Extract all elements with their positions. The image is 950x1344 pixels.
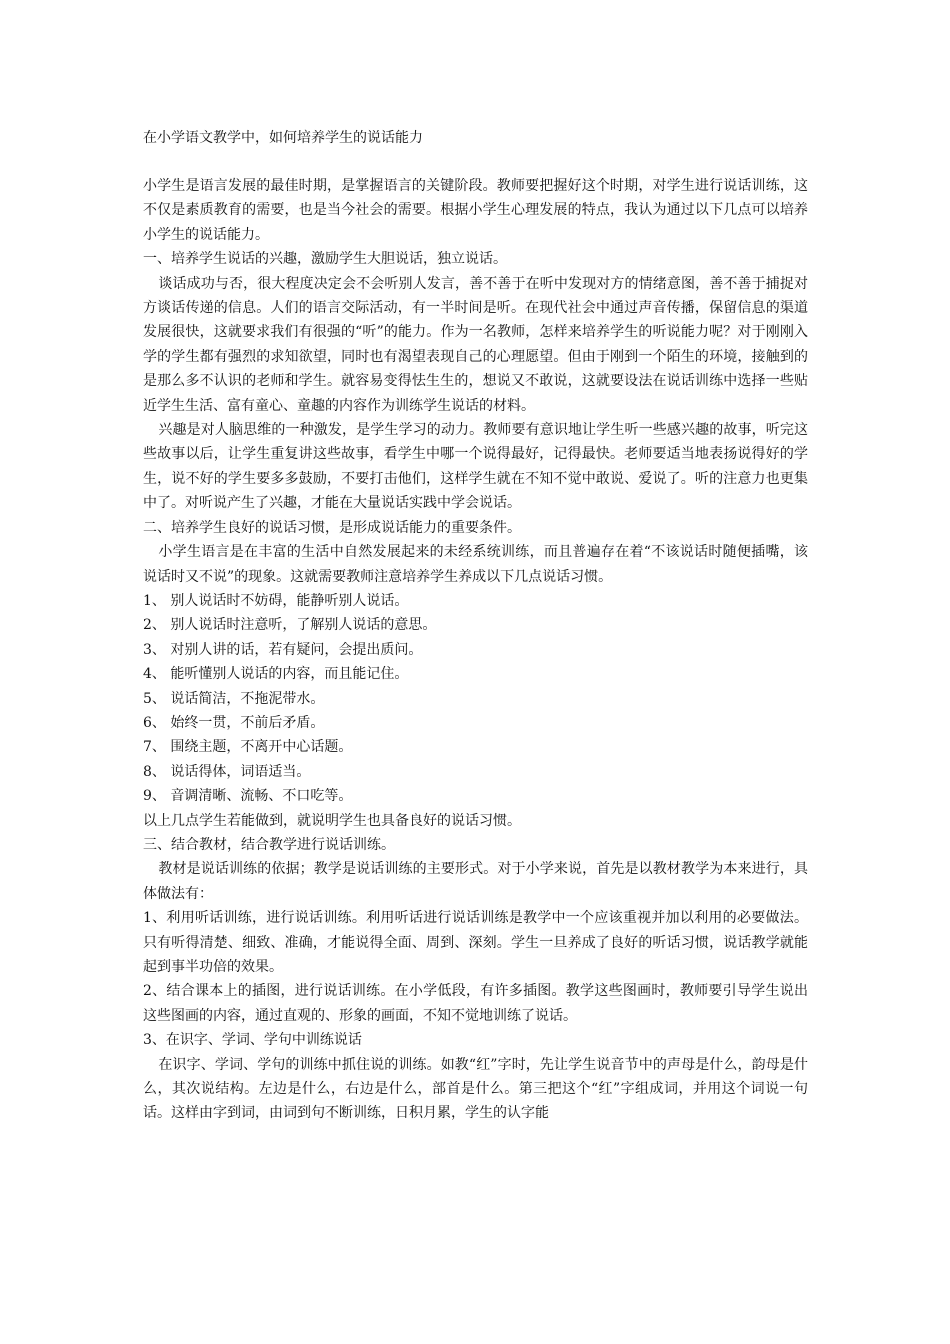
paragraph: 小学生是语言发展的最佳时期，是掌握语言的关键阶段。教师要把握好这个时期，对学生进行说话训练，这不仅是素质教育的需要，也是当今社会的需要。根据小学生心理发展的特点，我认为通过以下几点可以培养小学生的说话能力。 [143, 178, 808, 243]
paragraph: 二、培养学生良好的说话习惯，是形成说话能力的重要条件。 [143, 519, 521, 536]
list-item: 5、 说话简洁，不拖泥带水。 [143, 690, 325, 707]
list-item: 2、 别人说话时注意听，了解别人说话的意思。 [143, 617, 437, 634]
paragraph: 1、利用听话训练，进行说话训练。利用听话进行说话训练是教学中一个应该重视并加以利用的必要做法。只有听得清楚、细致、准确，才能说得全面、周到、深刻。学生一旦养成了良好的听话习惯，说话教学就能起到事半功倍的效果。 [143, 910, 808, 975]
list-item: 7、 围绕主题，不离开中心话题。 [143, 739, 353, 756]
list-item: 1、 别人说话时不妨碍，能静听别人说话。 [143, 592, 409, 609]
list-item: 8、 说话得体，词语适当。 [143, 763, 311, 780]
paragraph: 三、结合教材，结合教学进行说话训练。 [143, 836, 395, 853]
document-page [143, 126, 808, 1126]
paragraph: 兴趣是对人脑思维的一种激发，是学生学习的动力。教师要有意识地让学生听一些感兴趣的故事，听完这些故事以后，让学生重复讲这些故事，看学生中哪一个说得最好，记得最快。老师要适当地表扬说得好的学生，说不好的学生要多多鼓励，不要打击他们，这样学生就在不知不觉中敢说、爱说了。听的注意力也更集中了。对听说产生了兴趣，才能在大量说话实践中学会说话。 [143, 422, 808, 512]
list-item: 4、 能听懂别人说话的内容，而且能记住。 [143, 666, 409, 683]
list-item: 6、 始终一贯，不前后矛盾。 [143, 714, 325, 731]
paragraph: 一、培养学生说话的兴趣，激励学生大胆说话，独立说话。 [143, 251, 507, 268]
document-body [143, 174, 808, 1126]
paragraph: 以上几点学生若能做到，就说明学生也具备良好的说话习惯。 [143, 812, 521, 829]
paragraph: 谈话成功与否，很大程度决定会不会听别人发言，善不善于在听中发现对方的情绪意图，善不善于捕捉对方谈话传递的信息。人们的语言交际活动，有一半时间是听。在现代社会中通过声音传播，保留信息的渠道发展很快，这就要求我们有很强的“听”的能力。作为一名教师，怎样来培养学生的听说能力呢？对于刚刚入学的学生都有强烈的求知欲望，同时也有渴望表现自己的心理愿望。但由于刚到一个陌生的环境，接触到的是那么多不认识的老师和学生。就容易变得怯生生的，想说又不敢说，这就要设法在说话训练中选择一些贴近学生生活、富有童心、童趣的内容作为训练学生说话的材料。 [143, 275, 808, 414]
paragraph: 小学生语言是在丰富的生活中自然发展起来的未经系统训练，而且普遍存在着“不该说话时随便插嘴，该说话时又不说”的现象。这就需要教师注意培养学生养成以下几点说话习惯。 [143, 544, 808, 585]
list-item: 9、 音调清晰、流畅、不口吃等。 [143, 788, 353, 805]
paragraph: 教材是说话训练的依据；教学是说话训练的主要形式。对于小学来说，首先是以教材教学为本来进行，具体做法有： [143, 861, 808, 902]
list-item: 3、 对别人讲的话，若有疑问，会提出质问。 [143, 641, 423, 658]
document-title: 在小学语文教学中，如何培养学生的说话能力 [143, 130, 423, 146]
paragraph: 2、结合课本上的插图，进行说话训练。在小学低段，有许多插图。教学这些图画时，教师要引导学生说出这些图画的内容，通过直观的、形象的画面，不知不觉地训练了说话。 [143, 983, 808, 1024]
paragraph: 在识字、学词、学句的训练中抓住说的训练。如教“红”字时，先让学生说音节中的声母是什么，韵母是什么，其次说结构。左边是什么，右边是什么，部首是什么。第三把这个“红”字组成词，并用这个词说一句话。这样由字到词，由词到句不断训练，日积月累，学生的认字能 [143, 1056, 808, 1122]
paragraph: 3、在识字、学词、学句中训练说话 [143, 1032, 362, 1049]
